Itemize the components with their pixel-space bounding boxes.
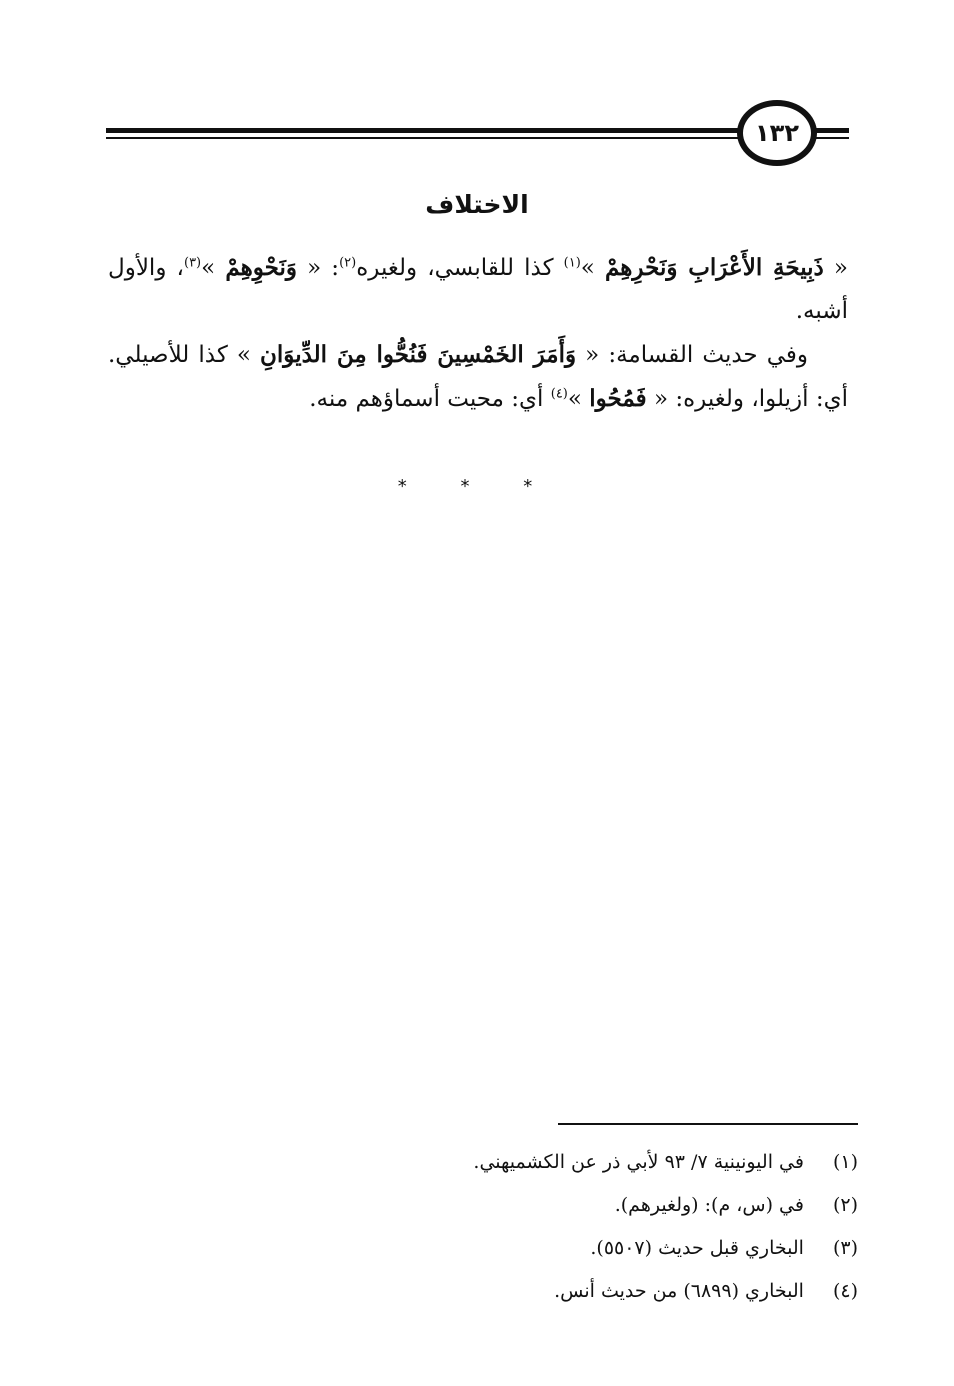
paragraph-1 [108, 246, 848, 333]
page-number: ١٣٢ [755, 119, 799, 147]
quote-close: » [201, 255, 226, 281]
footnote-item [400, 1184, 858, 1227]
footnotes [400, 1141, 858, 1313]
quote-close: » [567, 386, 590, 412]
header-rule-thin [106, 137, 742, 139]
quoted-phrase: وَنَحْوِهِمْ [225, 254, 297, 281]
footnote-ref[interactable]: (٣) [183, 255, 202, 271]
quoted-phrase: وَأَمَرَ الخَمْسِينَ فَنُحُّوا مِنَ الدِّيوَانِ [260, 341, 577, 368]
paragraph-text: كذا للقابسي، ولغيره [356, 255, 564, 281]
paragraph-2 [108, 333, 848, 421]
footnote-item [400, 1141, 858, 1184]
footnote-rule [558, 1123, 858, 1125]
footnote-number: (٤) [832, 1280, 858, 1302]
page-number-badge [737, 100, 817, 166]
main-text [108, 246, 848, 421]
footnote-number: (٢) [832, 1194, 858, 1216]
paragraph-text: : « [297, 255, 340, 281]
footnote-item [400, 1270, 858, 1313]
footnote-number: (٣) [832, 1237, 858, 1259]
section-title: الاختلاف [425, 190, 529, 219]
section-separator: * * * [397, 476, 557, 497]
paragraph-text: وفي حديث القسامة: « [576, 342, 808, 368]
footnote-item [400, 1227, 858, 1270]
paragraph-text: أي: محيت أسماؤهم منه. [309, 386, 551, 412]
footnote-text: البخاري قبل حديث (٥٥٠٧). [590, 1237, 804, 1259]
quote-open: « [823, 255, 848, 281]
header-rule [106, 128, 742, 141]
header-rule-tail [815, 128, 849, 141]
paragraph-text: » كذا للأصيلي. أي: أزيلوا، ولغيره: « [108, 342, 848, 412]
header-rule-thick [106, 128, 742, 133]
quoted-phrase: ذَبِيحَةِ الأَعْرَابِ وَنَحْرِهِمْ [604, 254, 824, 281]
footnote-text: في (س، م): (ولغيرهم). [614, 1194, 804, 1216]
footnote-ref[interactable]: (١) [563, 255, 581, 271]
quoted-phrase: فَمُحُوا [589, 385, 647, 412]
footnote-ref[interactable]: (٤) [550, 386, 568, 402]
footnote-text: البخاري (٦٨٩٩) من حديث أنس. [554, 1280, 804, 1302]
paragraph-text: ، والأول أشبه. [108, 255, 848, 324]
footnote-ref[interactable]: (٢) [339, 255, 357, 271]
header-tail-thin [815, 137, 849, 139]
footnote-number: (١) [832, 1151, 858, 1173]
header-tail-thick [815, 128, 849, 133]
footnote-text: في اليونينية ٧/ ٩٣ لأبي ذر عن الكشميهني. [473, 1151, 804, 1173]
quote-close: » [580, 255, 605, 281]
